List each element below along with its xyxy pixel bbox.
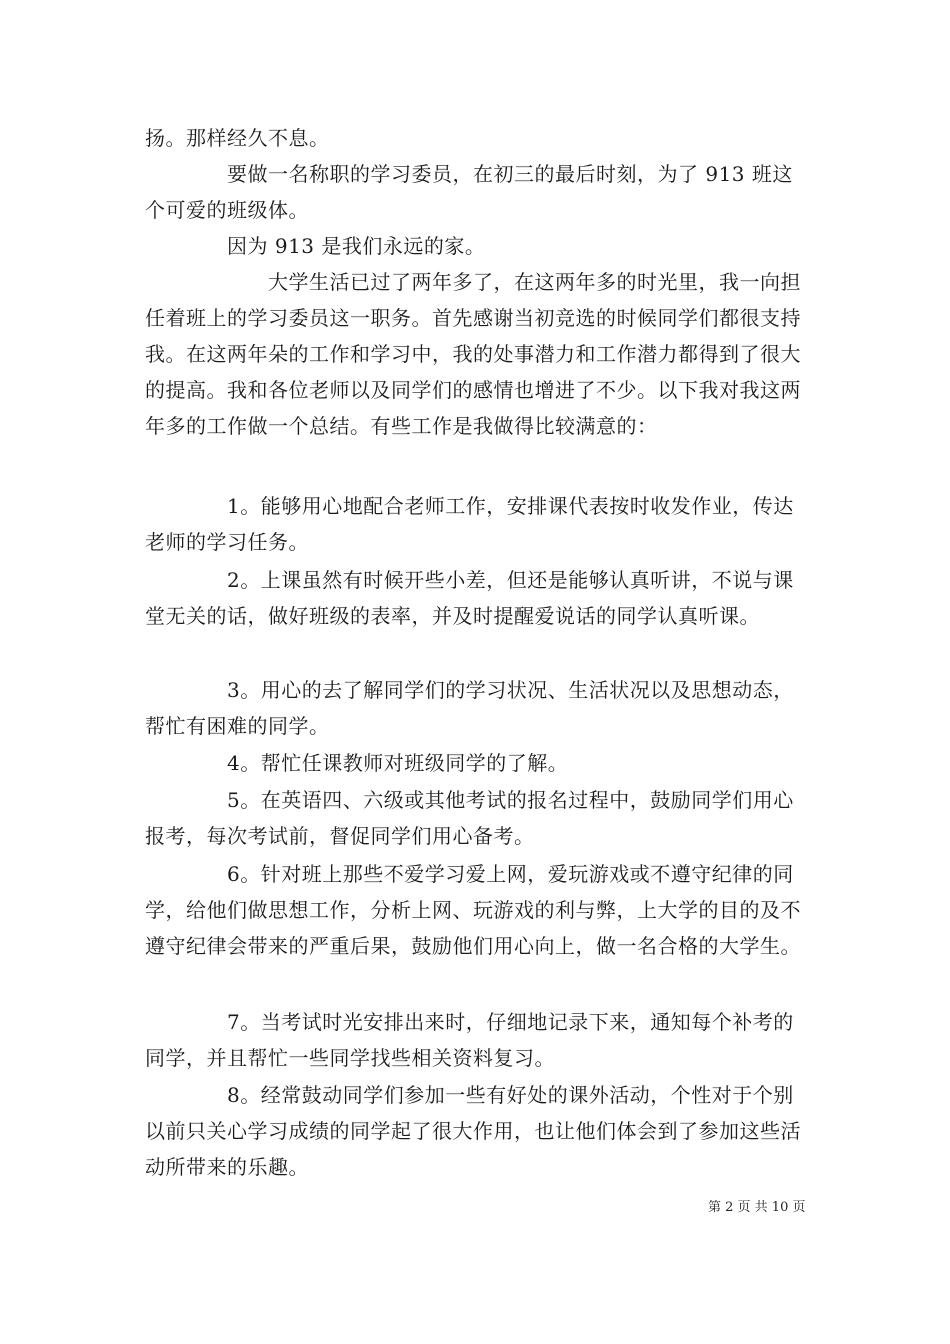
paragraph-8: 4。帮忙任课教师对班级同学的了解。 — [145, 751, 569, 775]
paragraph-4: 大学生活已过了两年多了，在这两年多的时光里，我一向担任着班上的学习委员这一职务。首先感谢当初竞选的时候同学们都很支持我。在这两年朵的工作和学习中，我的处事潜力和工作潜力都得到了很大的提高。我和各位老师以及同学们的感情也增进了不少。以下我对我这两年多的工作做一个总结。有些工作是我做得比较满意的： — [145, 270, 801, 438]
paragraph-2: 要做一名称职的学习委员，在初三的最后时刻，为了 913 班这个可爱的班级体。 — [145, 162, 793, 222]
paragraph-3: 因为 913 是我们永远的家。 — [145, 234, 486, 258]
paragraph-1: 扬。那样经久不息。 — [145, 126, 330, 150]
paragraph-12: 8。经常鼓动同学们参加一些有好处的课外活动，个性对于个别以前只关心学习成绩的同学起了很大作用，也让他们体会到了参加这些活动所带来的乐趣。 — [145, 1083, 801, 1179]
paragraph-10: 6。针对班上那些不爱学习爱上网，爱玩游戏或不遵守纪律的同学，给他们做思想工作，分析上网、玩游戏的利与弊，上大学的目的及不遵守纪律会带来的严重后果，鼓励他们用心向上，做一名合格的大学生。 — [145, 862, 801, 958]
paragraph-5: 1。能够用心地配合老师工作，安排课代表按时收发作业，传达老师的学习任务。 — [145, 494, 794, 554]
paragraph-6: 2。上课虽然有时候开些小差，但还是能够认真听讲，不说与课堂无关的话，做好班级的表率，并及时提醒爱说话的同学认真听课。 — [145, 568, 794, 628]
paragraph-7: 3。用心的去了解同学们的学习状况、生活状况以及思想动态，帮忙有困难的同学。 — [145, 678, 794, 738]
paragraph-11: 7。当考试时光安排出来时，仔细地记录下来，通知每个补考的同学，并且帮忙一些同学找些相关资料复习。 — [145, 1010, 794, 1070]
paragraph-9: 5。在英语四、六级或其他考试的报名过程中，鼓励同学们用心报考，每次考试前，督促同学们用心备考。 — [145, 788, 794, 848]
page-number-footer: 第 2 页 共 10 页 — [708, 1200, 806, 1215]
